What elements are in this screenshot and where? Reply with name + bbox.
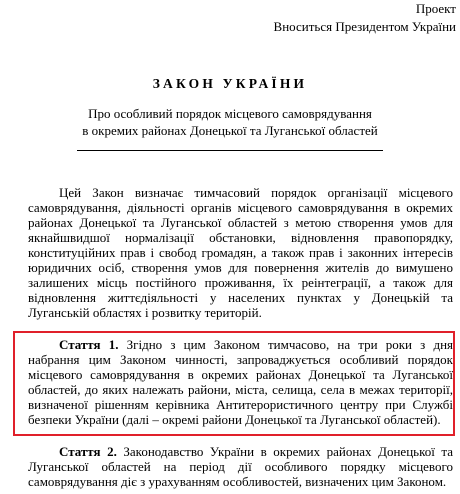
- law-subtitle: [0, 105, 460, 139]
- article-1-label: Стаття 1.: [59, 337, 119, 352]
- article-2: [28, 444, 453, 489]
- article-2-text: Законодавство України в окремих районах Донецької та Луганської областей на період дії особливого порядку місцевого самоврядування діє з урахуванням особливостей, визначених цим Законом.: [28, 444, 453, 489]
- subtitle-line-2: в окремих районах Донецької та Луганської областей: [82, 123, 378, 138]
- article-2-label: Стаття 2.: [59, 444, 117, 459]
- law-title: ЗАКОН УКРАЇНИ: [152, 76, 308, 91]
- title-divider: [77, 150, 383, 151]
- article-1: [28, 337, 453, 427]
- article-1-text: Згідно з цим Законом тимчасово, на три роки з дня набрання цим Законом чинності, запроваджується особливий порядок місцевого самоврядування в окремих районах Донецької та Луганської областей, до яких належать райони, міста, селища, села в межах території, визначеної рішенням керівника Антитерористичного центру при Службі безпеки України (далі – окремі райони Донецької та Луганської областей).: [28, 337, 454, 427]
- subtitle-line-1: Про особливий порядок місцевого самоврядування: [88, 106, 372, 121]
- project-label: Проект: [415, 1, 456, 16]
- submitted-by-label: Вноситься Президентом України: [273, 19, 456, 34]
- document-header: [274, 0, 456, 36]
- preamble-paragraph: Цей Закон визначає тимчасовий порядок організації місцевого самоврядування, діяльності органів місцевого самоврядування в окремих районах Донецької та Луганської областей з метою створення умов для якнайшвидшої нормалізації обстановки, відновлення правопорядку, конституційних прав і свобод громадян, а також прав і законних інтересів юридичних осіб, створення умов для повернення жителів до вимушено залишених місць постійного проживання, їх реінтеграції, а також для відновлення життєдіяльності у населених пунктах у Донецькій та Луганській областях і розвитку територій.: [28, 185, 453, 320]
